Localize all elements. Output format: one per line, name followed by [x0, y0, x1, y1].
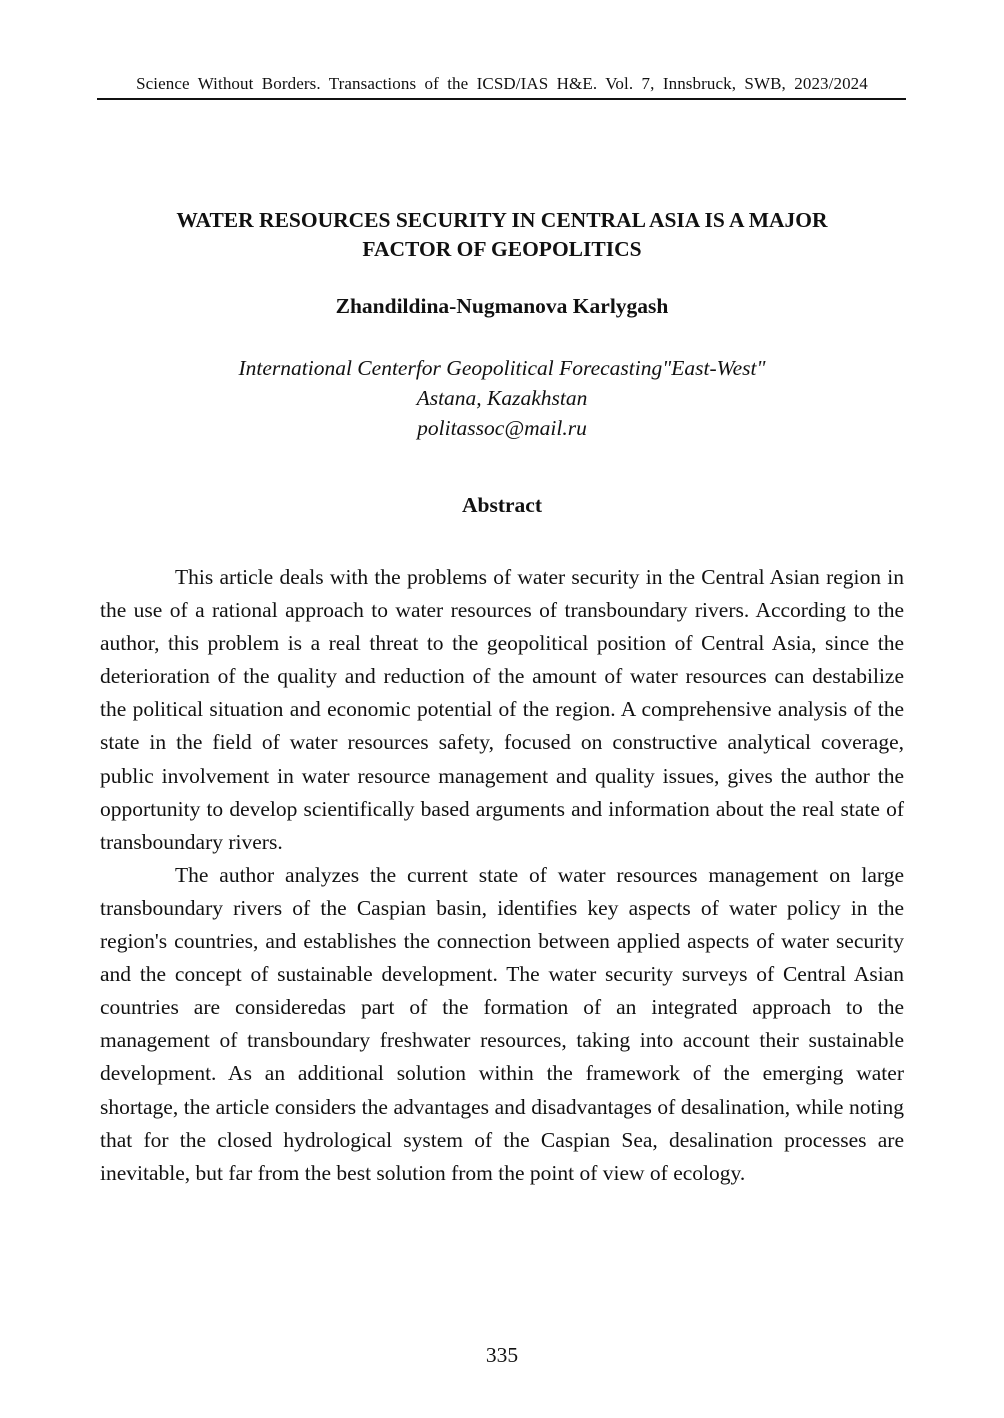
paper-title-line-2: FACTOR OF GEOPOLITICS: [362, 237, 642, 261]
abstract-paragraph-1: This article deals with the problems of water security in the Central Asian region in the use of a rational approach to water resources of transboundary rivers. According to the author, this problem is a real threat to the geopolitical position of Central Asia, since the deterioration of the quality and reduction of the amount of water resources can destabilize the political situation and economic potential of the region. A comprehensive analysis of the state in the field of water resources safety, focused on constructive analytical coverage, public involvement in water resource management and quality issues, gives the author the opportunity to develop scientifically based arguments and information about the real state of transboundary rivers.: [100, 565, 904, 854]
paper-title-line-1: WATER RESOURCES SECURITY IN CENTRAL ASIA IS A MAJOR: [176, 208, 828, 232]
affiliation-location: Astana, Kazakhstan: [416, 386, 588, 410]
paper-title: [98, 206, 906, 264]
abstract-paragraph-2: The author analyzes the current state of water resources management on large transboundary rivers of the Caspian basin, identifies key aspects of water policy in the region's countries, and establishes the connection between applied aspects of water security and the concept of sustainable development. The water security surveys of Central Asian countries are consideredas part of the formation of an integrated approach to the management of transboundary freshwater resources, taking into account their sustainable development. As an additional solution within the framework of the emerging water shortage, the article considers the advantages and disadvantages of desalination, while noting that for the closed hydrological system of the Caspian Sea, desalination processes are inevitable, but far from the best solution from the point of view of ecology.: [100, 862, 904, 1185]
affiliation-institution: International Centerfor Geopolitical Forecasting"East-West": [238, 356, 766, 380]
running-head: Science Without Borders. Transactions of the ICSD/IAS H&E. Vol. 7, Innsbruck, SWB, 2023/2024: [136, 74, 868, 93]
abstract-body: [100, 561, 904, 1190]
header-rule: [97, 98, 906, 100]
affiliation-block: [98, 353, 906, 443]
abstract-heading: Abstract: [461, 493, 542, 517]
author-name: Zhandildina-Nugmanova Karlygash: [335, 294, 669, 318]
page-number: 335: [485, 1343, 519, 1367]
author-email: politassoc@mail.ru: [417, 416, 587, 440]
